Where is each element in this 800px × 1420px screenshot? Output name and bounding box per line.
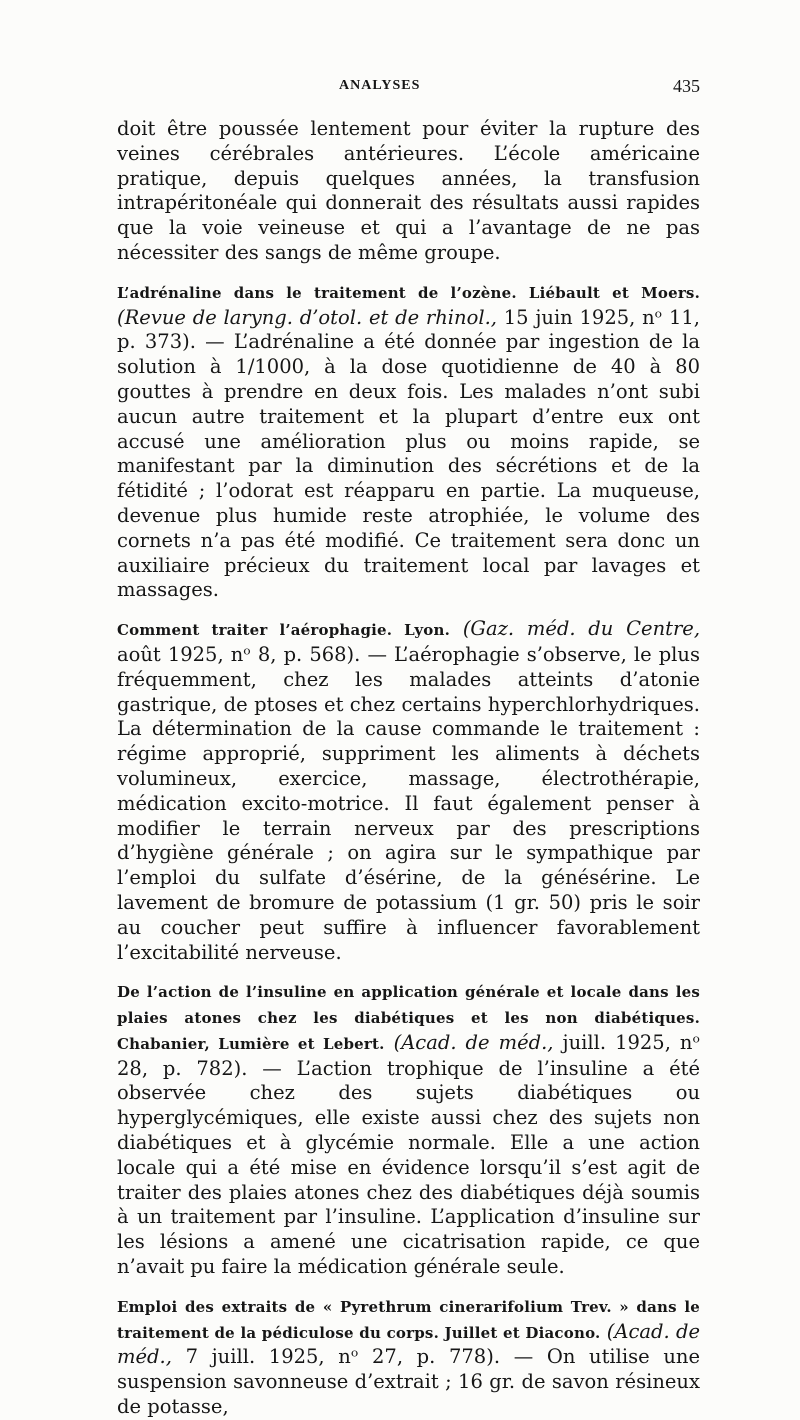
entry-body: — L’aérophagie s’observe, le plus fréquemment, chez les malades atteints d’atonie gastrique, de ptoses et chez certains hyperchlorhydriques. La détermination de la cause commande le traitement : régime approprié, suppriment les aliments à déchets volumineux, exercice, massage, électrothérapie, médication excito-motrice. Il faut également penser à modifier le terrain nerveux par des prescriptions d’hygiène générale ; on agira sur le sympathique par l’emploi du sulfate d’ésérine, de la génésérine. Le lavement de bromure de potassium (1 gr. 50) pris le soir au coucher peut suffire à influencer favorablement l’excitabilité nerveuse. — [117, 642, 700, 964]
journal-source: (Acad. de méd., — [393, 1030, 554, 1054]
article-body — [117, 117, 700, 1420]
abstract-entry — [117, 280, 700, 603]
intro-paragraph: doit être poussée lentement pour éviter la rupture des veines cérébrales antérieures. L’école américaine pratique, depuis quelques années, la transfusion intrapéritonéale qui donnerait des résultats aussi rapides que la voie veineuse et qui a l’avantage de ne pas nécessiter des sangs de même groupe. — [117, 117, 700, 264]
abstract-entry — [117, 1294, 700, 1420]
journal-source: (Gaz. méd. du Centre, — [462, 617, 701, 641]
entry-title: L’adrénaline dans le traitement de l’ozène. Liébault et Moers. — [117, 283, 700, 302]
entry-body: — L’adrénaline a été donnée par ingestion de la solution à 1/1000, à la dose quotidienne de 40 à 80 gouttes à prendre en deux fois. Les malades n’ont subi aucun autre traitement et la plupart d’entre eux ont accusé une amélioration plus ou moins rapide, se manifestant par la diminution des sécrétions et de la fétidité ; l’odorat est réapparu en partie. La muqueuse, devenue plus humide reste atrophiée, le volume des cornets n’a pas été modifié. Ce traitement sera donc un auxiliaire précieux du traitement local par lavages et massages. — [117, 330, 701, 602]
journal-source: (Revue de laryng. d’otol. et de rhinol., — [117, 305, 497, 329]
journal-ref: juill. 1925, nᵒ 28, p. 782). — [117, 1030, 700, 1080]
journal-source: (Acad. de méd., — [117, 1319, 700, 1369]
running-title: ANALYSES — [339, 78, 421, 93]
entry-title: De l’action de l’insuline en application générale et locale dans les plaies atones chez les diabétiques et les non diabétiques. Chabanier, Lumière et Lebert. — [117, 983, 700, 1053]
abstract-entry — [117, 979, 700, 1280]
page-number: 435 — [673, 76, 700, 96]
journal-ref: 15 juin 1925, nᵒ 11, p. 373). — [117, 305, 700, 354]
entry-title: Comment traiter l’aérophagie. Lyon. — [117, 621, 451, 640]
entry-title: Emploi des extraits de « Pyrethrum cinerarifolium Trev. » dans le traitement de la pédiculose du corps. Juillet et Diacono. — [117, 1297, 700, 1342]
journal-ref: août 1925, nᵒ 8, p. 568). — [117, 642, 361, 666]
entry-body: — L’action trophique de l’insuline a été observée chez des sujets diabétiques ou hyperglycémiques, elle existe aussi chez des sujets non diabétiques et à glycémie normale. Elle a une action locale qui a été mise en évidence lorsqu’il s’est agit de traiter des plaies atones chez des diabétiques déjà soumis à un traitement par l’insuline. L’application d’insuline sur les lésions a amené une cicatrisation rapide, ce que n’avait pu faire la médication générale seule. — [117, 1056, 700, 1279]
journal-ref: 7 juill. 1925, nᵒ 27, p. 778). — [185, 1345, 501, 1369]
entry-body: — On utilise une suspension savonneuse d’extrait ; 16 gr. de savon résineux de potasse, — [117, 1345, 700, 1419]
running-header — [117, 78, 700, 102]
abstract-entry — [117, 617, 700, 965]
